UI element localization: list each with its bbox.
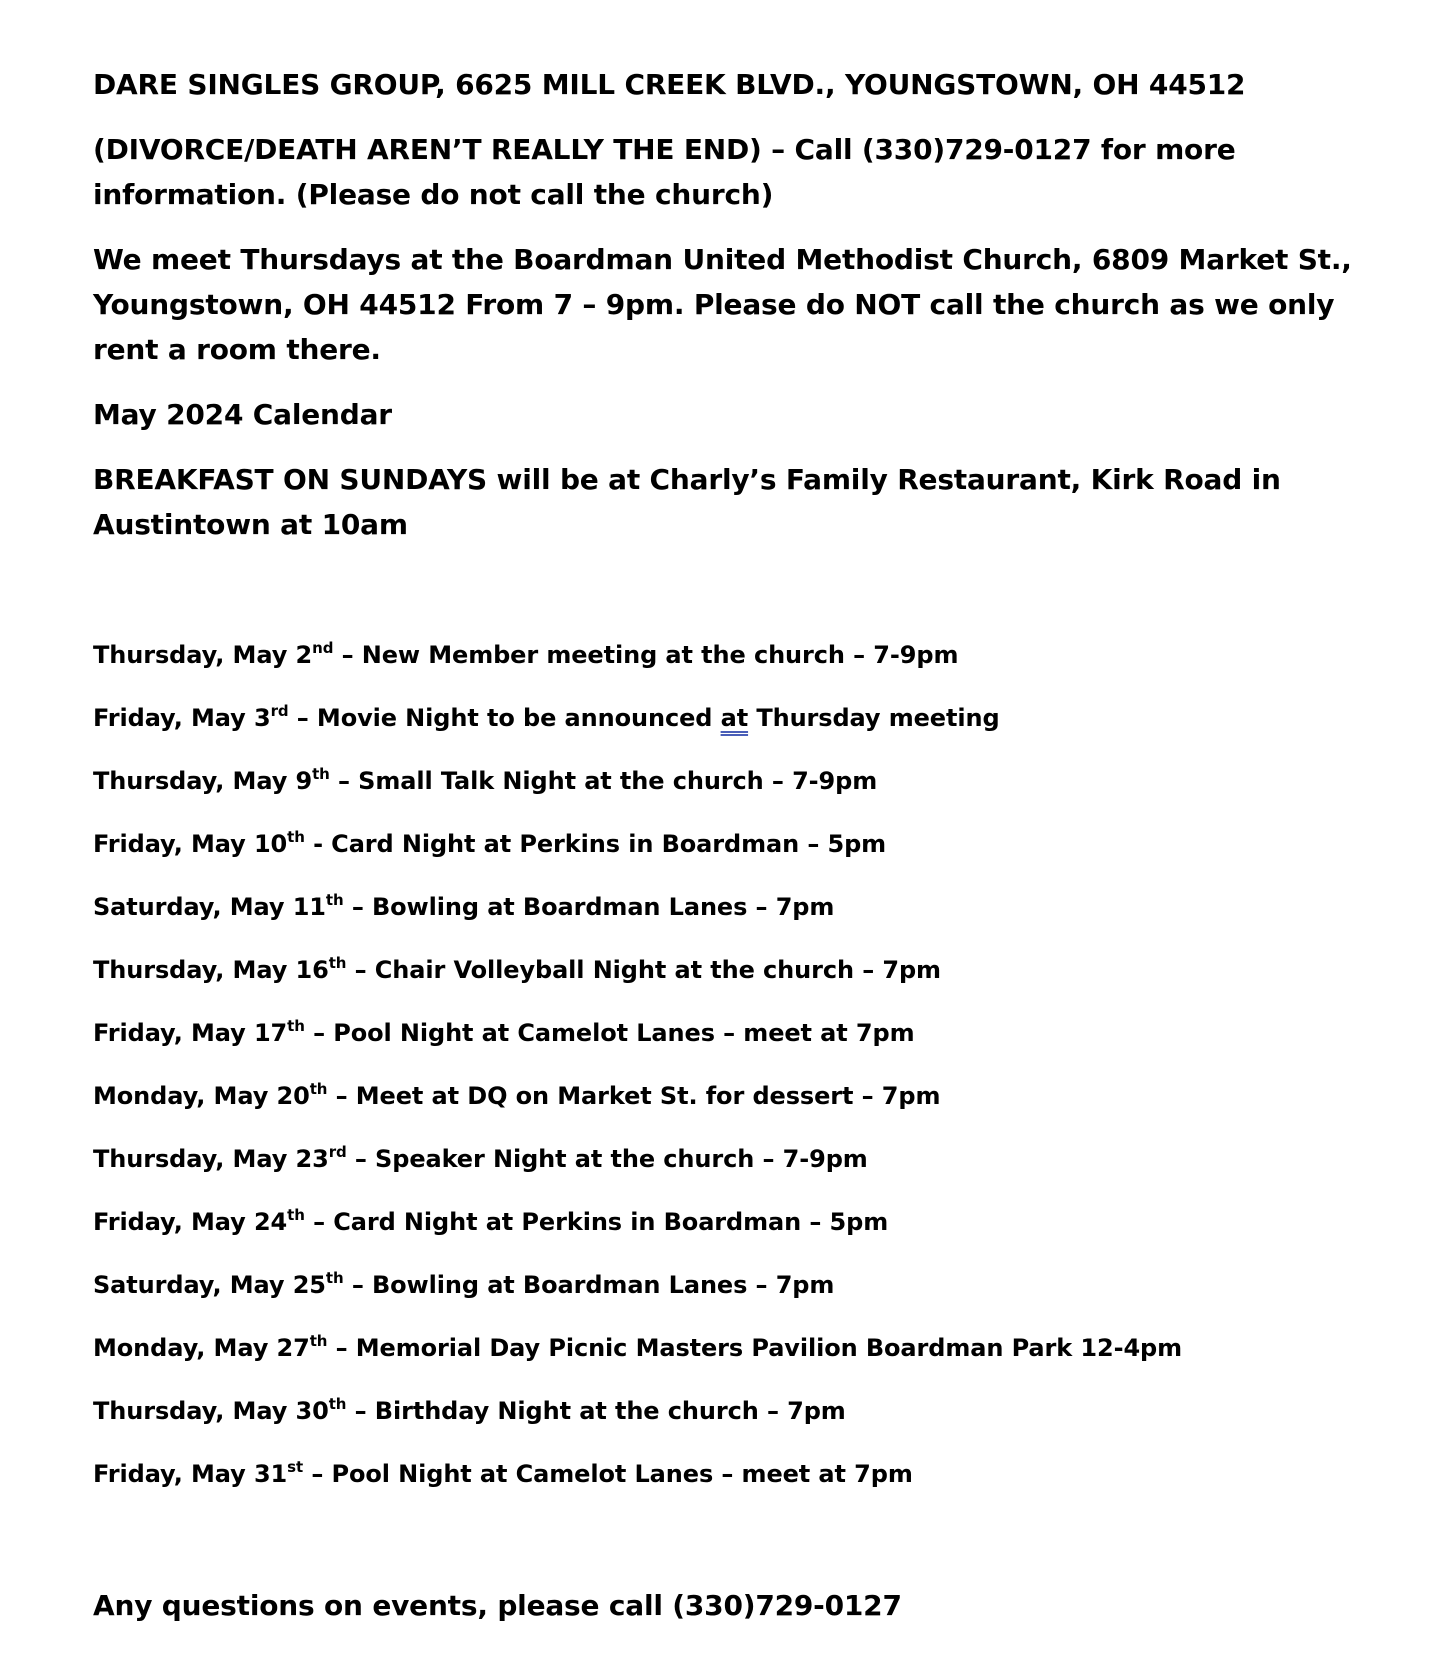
event-date-suffix: th (287, 1206, 305, 1224)
org-address-line: DARE SINGLES GROUP, 6625 MILL CREEK BLVD., YOUNGSTOWN, OH 44512 (93, 68, 1246, 101)
event-date: Friday, May 17 (93, 1019, 288, 1047)
event-detail: – Pool Night at Camelot Lanes – meet at 7pm (304, 1019, 915, 1047)
event-detail: – Bowling at Boardman Lanes – 7pm (343, 893, 835, 921)
event-date: Monday, May 20 (93, 1082, 310, 1110)
event-detail: – Small Talk Night at the church – 7-9pm (329, 767, 878, 795)
event-date-suffix: th (328, 954, 347, 972)
event-detail: – Pool Night at Camelot Lanes – meet at 7pm (303, 1460, 913, 1488)
event-item (93, 765, 1393, 797)
event-list (93, 639, 1393, 1490)
event-date: Saturday, May 25 (93, 1271, 326, 1299)
event-item (93, 702, 1393, 734)
event-date: Thursday, May 16 (93, 956, 329, 984)
event-date: Friday, May 31 (93, 1460, 288, 1488)
event-detail: – Meet at DQ on Market St. for dessert – 7pm (327, 1082, 941, 1110)
event-date: Thursday, May 9 (93, 767, 313, 795)
event-date-suffix: th (309, 1080, 328, 1098)
event-date: Friday, May 24 (93, 1208, 288, 1236)
document-page (93, 62, 1393, 1521)
event-date-suffix: th (309, 1332, 328, 1350)
calendar-title: May 2024 Calendar (93, 398, 392, 431)
event-date: Saturday, May 11 (93, 893, 326, 921)
event-date: Thursday, May 30 (93, 1397, 329, 1425)
event-item (93, 1395, 1393, 1427)
event-item (93, 1458, 1393, 1490)
event-date: Friday, May 3 (93, 704, 271, 732)
event-item (93, 954, 1393, 986)
intro-section (93, 62, 1393, 547)
breakfast-info-line: BREAKFAST ON SUNDAYS will be at Charly’s Family Restaurant, Kirk Road in Austintown at 10am (93, 463, 1281, 541)
event-date: Thursday, May 2 (93, 641, 313, 669)
event-item (93, 639, 1393, 671)
event-date-suffix: rd (270, 702, 289, 720)
event-item (93, 1017, 1393, 1049)
event-item (93, 1269, 1393, 1301)
grammar-flagged-word: at (720, 704, 749, 732)
event-detail: – Movie Night to be announced (288, 704, 721, 732)
event-date: Thursday, May 23 (93, 1145, 329, 1173)
footer-questions-line: Any questions on events, please call (330)729-0127 (93, 1589, 902, 1622)
event-detail: - Card Night at Perkins in Boardman – 5pm (304, 830, 887, 858)
event-date-suffix: th (325, 1269, 344, 1287)
event-detail: – New Member meeting at the church – 7-9pm (333, 641, 959, 669)
event-date-suffix: th (325, 891, 344, 909)
event-detail: – Speaker Night at the church – 7-9pm (346, 1145, 868, 1173)
event-date: Monday, May 27 (93, 1334, 310, 1362)
event-date-suffix: th (287, 1017, 305, 1035)
event-item (93, 1206, 1393, 1238)
event-date-suffix: nd (312, 639, 334, 657)
event-detail: – Memorial Day Picnic Masters Pavilion Boardman Park 12-4pm (327, 1334, 1183, 1362)
event-detail: Thursday meeting (748, 704, 1000, 732)
event-date-suffix: rd (328, 1143, 347, 1161)
event-date-suffix: th (287, 828, 305, 846)
event-detail: – Bowling at Boardman Lanes – 7pm (343, 1271, 835, 1299)
event-item (93, 1143, 1393, 1175)
meeting-info-line: We meet Thursdays at the Boardman United Methodist Church, 6809 Market St., Youngstown, OH 44512 From 7 – 9pm. Please do NOT call the church as we only rent a room there. (93, 243, 1352, 366)
event-item (93, 828, 1393, 860)
event-detail: – Card Night at Perkins in Boardman – 5pm (304, 1208, 889, 1236)
event-detail: – Birthday Night at the church – 7pm (346, 1397, 846, 1425)
event-date: Friday, May 10 (93, 830, 288, 858)
event-item (93, 1332, 1393, 1364)
event-date-suffix: th (328, 1395, 347, 1413)
event-date-suffix: th (312, 765, 330, 783)
event-item (93, 891, 1393, 923)
event-item (93, 1080, 1393, 1112)
event-detail: – Chair Volleyball Night at the church – 7pm (346, 956, 941, 984)
contact-info-line: (DIVORCE/DEATH AREN’T REALLY THE END) – Call (330)729-0127 for more information. (Please do not call the church) (93, 133, 1236, 211)
event-date-suffix: st (287, 1458, 304, 1476)
